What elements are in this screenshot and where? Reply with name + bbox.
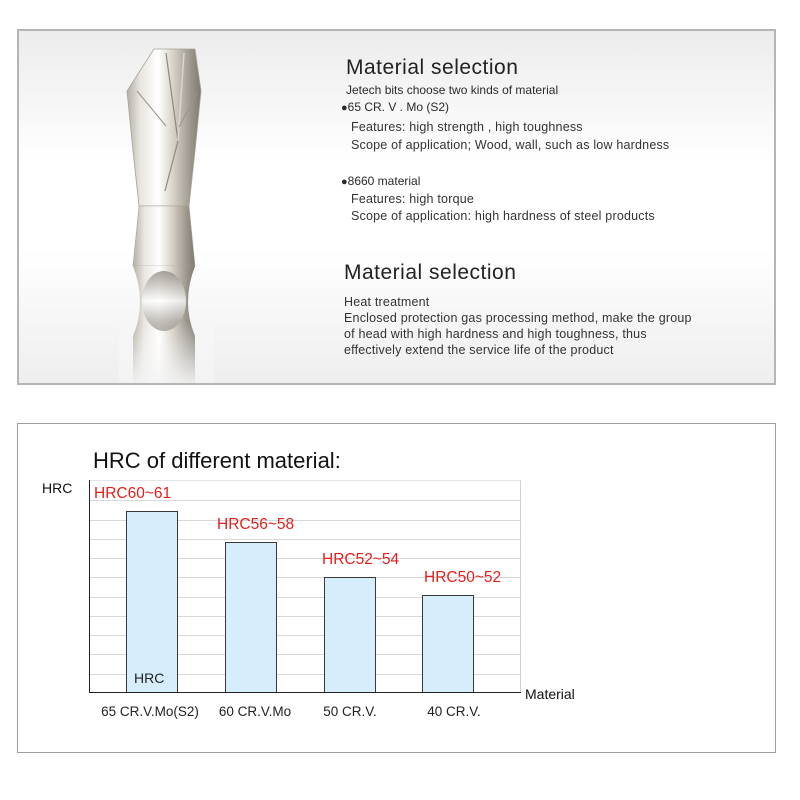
- y-axis-label: HRC: [42, 480, 73, 496]
- chart-bar: [324, 577, 376, 692]
- bar-value-label: HRC52~54: [322, 551, 400, 569]
- material-1-features: Features: high strength , high toughness: [351, 120, 583, 134]
- material-selection-panel: [17, 29, 776, 385]
- intro-text: Jetech bits choose two kinds of material: [346, 83, 559, 97]
- material-1-name: [341, 100, 449, 114]
- heat-treatment-line-1: Enclosed protection gas processing method, make the group: [344, 311, 692, 325]
- bullet-icon: ●: [341, 102, 348, 114]
- heat-treatment-line-3: effectively extend the service life of the product: [344, 343, 614, 357]
- chart-bar: [225, 542, 277, 692]
- bar-value-label: HRC56~58: [217, 515, 295, 533]
- material-2-name: [341, 174, 420, 188]
- x-tick-label: 50 CR.V.: [323, 704, 377, 719]
- chart-title: HRC of different material:: [93, 448, 341, 473]
- material-heading: Material selection: [346, 56, 519, 79]
- heat-treatment-heading: Material selection: [344, 261, 517, 284]
- material-2-features: Features: high torque: [351, 192, 475, 206]
- material-2-scope: Scope of application: high hardness of steel products: [351, 209, 655, 223]
- x-tick-label: 40 CR.V.: [427, 704, 481, 719]
- x-axis-label: Material: [525, 686, 575, 702]
- bullet-icon: ●: [341, 176, 348, 188]
- material-2-label: 8660 material: [347, 174, 421, 188]
- x-tick-label: 65 CR.V.Mo(S2): [101, 704, 199, 719]
- material-1-scope: Scope of application; Wood, wall, such as low hardness: [351, 138, 670, 152]
- bar-inner-label: HRC: [134, 670, 165, 686]
- hrc-chart-panel: [17, 423, 776, 753]
- heat-treatment-line-2: of head with high hardness and high toughness, thus: [344, 327, 647, 341]
- chart-bar: [422, 595, 474, 692]
- x-axis-line: [89, 692, 521, 693]
- bar-value-label: HRC60~61: [94, 484, 172, 502]
- heat-treatment-title: Heat treatment: [344, 295, 430, 309]
- bar-value-label: HRC50~52: [424, 568, 502, 586]
- x-tick-label: 60 CR.V.Mo: [218, 704, 292, 719]
- chart-bar: [126, 511, 178, 692]
- y-axis-line: [89, 480, 90, 692]
- material-1-label: 65 CR. V . Mo (S2): [347, 100, 450, 114]
